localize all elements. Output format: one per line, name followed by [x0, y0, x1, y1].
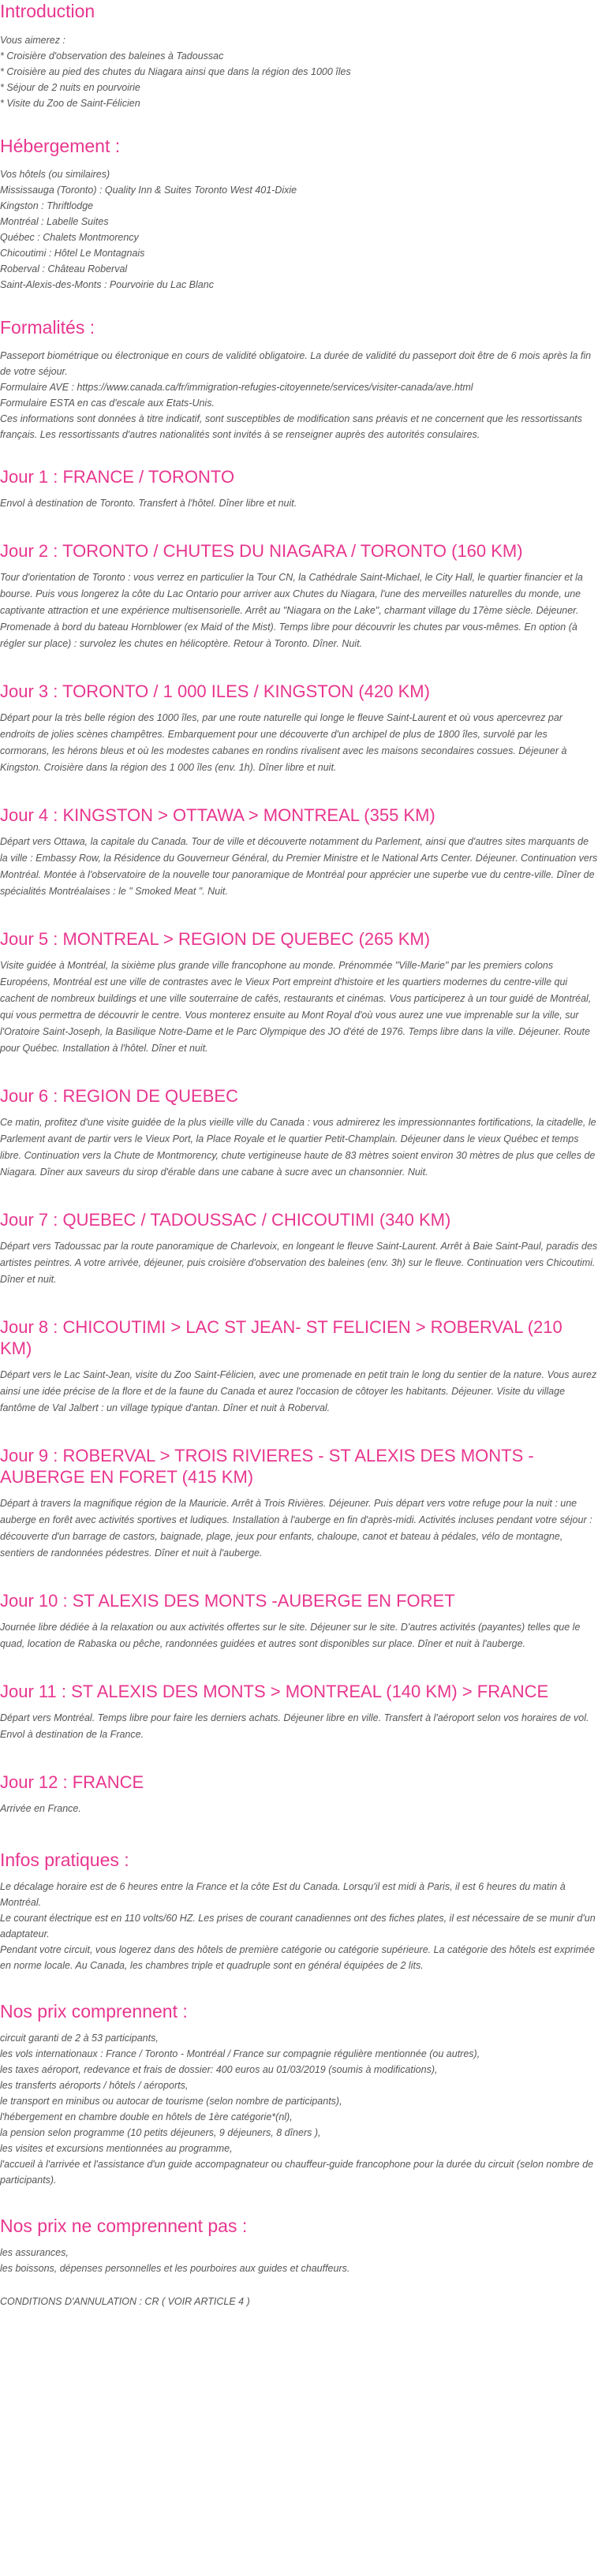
prix-non-compris-list: [0, 2245, 598, 2276]
formalites-text: [0, 348, 598, 442]
infos-line: Le courant électrique est en 110 volts/60 HZ. Les prises de courant canadiennes ont des fiches plates, il est nécessaire de se munir d'un adaptateur.: [0, 1913, 596, 1939]
intro-section: [0, 0, 598, 111]
day-description: Départ vers le Lac Saint-Jean, visite du Zoo Saint-Félicien, avec une promenade en petit train le long du sentier de la nature. Vous aurez ainsi une idée précise de la flore et de la faune du Canada et aurez l'occasion de côtoyer les habitants. Déjeuner. Visite du village fantôme de Val Jalbert : un village typique d'antan. Dîner et nuit à Roberval.: [0, 1369, 597, 1413]
section-title-hebergement: Hébergement :: [0, 136, 121, 156]
cancellation-conditions: CONDITIONS D'ANNULATION : CR ( VOIR ARTICLE 4 ): [0, 2296, 250, 2307]
formalites-line: Ces informations sont données à titre indicatif, sont susceptibles de modification sans préavis et ne concernent que les ressortissants français. Les ressortissants d'autres nationalités sont invités à se renseigner auprès des autorités consulaires.: [0, 413, 582, 440]
day-title: Jour 3 : TORONTO / 1 000 ILES / KINGSTON (420 KM): [0, 681, 430, 701]
day-description: Départ pour la très belle région des 1000 îles, par une route naturelle qui longe le fleuve Saint-Laurent et où vous apercevrez par endroits de jolies scènes champêtres. Embarquement pour une découverte d'un archipel de plus de 1800 îles, survolé par les cormorans, les hérons bleus et où les modestes cabanes en rondins rivalisent avec les maisons secondaires cossues. Déjeuner à Kingston. Croisière dans la région des 1 000 îles (env. 1h). Dîner libre et nuit.: [0, 712, 567, 773]
hebergement-section: [0, 135, 598, 293]
day-title: Jour 2 : TORONTO / CHUTES DU NIAGARA / TORONTO (160 KM): [0, 541, 523, 561]
day-section: [0, 928, 598, 1057]
infos-line: Le décalage horaire est de 6 heures entre la France et la côte Est du Canada. Lorsqu'il est midi à Paris, il est 6 heures du matin à Montréal.: [0, 1881, 566, 1908]
prix-compris-line: les transferts aéroports / hôtels / aéroports,: [0, 2080, 189, 2091]
day-section: [0, 1681, 598, 1743]
day-section: [0, 681, 598, 776]
hotel-line: Chicoutimi : Hôtel Le Montagnais: [0, 248, 145, 259]
day-title: Jour 7 : QUEBEC / TADOUSSAC / CHICOUTIMI (340 KM): [0, 1210, 451, 1230]
prix-compris-line: circuit garanti de 2 à 53 participants,: [0, 2033, 159, 2044]
intro-line: * Séjour de 2 nuits en pourvoirie: [0, 82, 140, 93]
prix-compris-line: la pension selon programme (10 petits déjeuners, 9 déjeuners, 8 dîners ),: [0, 2127, 321, 2138]
intro-line: * Croisière au pied des chutes du Niagara ainsi que dans la région des 1000 îles: [0, 66, 351, 77]
infos-text: [0, 1879, 598, 1973]
hotel-line: Montréal : Labelle Suites: [0, 216, 109, 227]
formalites-section: [0, 316, 598, 442]
day-title: Jour 10 : ST ALEXIS DES MONTS -AUBERGE EN FORET: [0, 1591, 455, 1611]
day-title: Jour 9 : ROBERVAL > TROIS RIVIERES - ST ALEXIS DES MONTS - AUBERGE EN FORET (415 KM): [0, 1446, 534, 1487]
day-section: [0, 466, 598, 512]
prix-compris-section: [0, 2000, 598, 2188]
day-section: [0, 1209, 598, 1288]
day-description: Départ vers Montréal. Temps libre pour faire les derniers achats. Déjeuner libre en ville. Transfert à l'aéroport selon vos horaires de vol. Envol à destination de la France.: [0, 1712, 589, 1740]
section-title-prix-compris: Nos prix comprennent :: [0, 2001, 188, 2022]
day-description: Arrivée en France.: [0, 1803, 81, 1814]
prix-compris-line: l'hébergement en chambre double en hôtels de 1ère catégorie*(nl),: [0, 2111, 293, 2122]
day-description: Départ vers Ottawa, la capitale du Canada. Tour de ville et découverte notamment du Parlement, ainsi que d'autres sites marquants de la ville : Embassy Row, la Résidence du Gouverneur Général, du Premier Ministre et le National Arts Center. Déjeuner. Continuation vers Montréal. Montée à l'observatoire de la nouvelle tour panoramique de Montréal pour apprécier une superbe vue du centre-ville. Dîner de spécialités Montréalaises : le " Smoked Meat ". Nuit.: [0, 836, 598, 897]
day-title: Jour 8 : CHICOUTIMI > LAC ST JEAN- ST FELICIEN > ROBERVAL (210 KM): [0, 1317, 562, 1358]
intro-line: Vous aimerez :: [0, 35, 65, 46]
formalites-line: Formulaire AVE : https://www.canada.ca/fr/immigration-refugies-citoyennete/services/visiter-canada/ave.html: [0, 382, 473, 393]
day-section: [0, 1590, 598, 1652]
section-title-infos: Infos pratiques :: [0, 1850, 129, 1870]
day-title: Jour 12 : FRANCE: [0, 1772, 144, 1792]
day-title: Jour 6 : REGION DE QUEBEC: [0, 1086, 238, 1106]
infos-line: Pendant votre circuit, vous logerez dans des hôtels de première catégorie ou catégorie supérieure. La catégorie des hôtels est exprimée en norme locale. Au Canada, les chambres triple et quadruple sont en général équipées de 2 lits.: [0, 1944, 595, 1971]
intro-list: [0, 32, 598, 111]
hotel-line: Kingston : Thriftlodge: [0, 200, 94, 211]
day-description: Ce matin, profitez d'une visite guidée de la plus vieille ville du Canada : vous admirerez les impressionnantes fortifications, la citadelle, le Parlement avant de partir vers le Vieux Port, la Place Royale et le quartier Petit-Champlain. Déjeuner dans le vieux Québec et temps libre. Continuation vers la Chute de Montmorency, chute vertigineuse haute de 83 mètres soient environ 30 mètres de plus que celles de Niagara. Dîner aux saveurs du sirop d'érable dans une cabane à sucre avec un chansonnier. Nuit.: [0, 1117, 596, 1178]
day-section: [0, 805, 598, 900]
day-section: [0, 1316, 598, 1417]
day-description: Tour d'orientation de Toronto : vous verrez en particulier la Tour CN, la Cathédrale Saint-Michael, le City Hall, le quartier financier et la bourse. Puis vous longerez la côte du Lac Ontario pour arriver aux Chutes du Niagara, l'une des merveilles naturelles du monde, une captivante attraction et une expérience multisensorielle. Arrêt au "Niagara on the Lake", charmant village du 17ème siècle. Déjeuner. Promenade à bord du bateau Hornblower (ex Maid of the Mist). Temps libre pour découvrir les chutes par vous-mêmes. En option (à régler sur place) : survolez les chutes en hélicoptère. Retour à Toronto. Dîner. Nuit.: [0, 572, 583, 649]
prix-compris-line: les visites et excursions mentionnées au programme,: [0, 2143, 233, 2154]
day-description: Visite guidée à Montréal, la sixième plus grande ville francophone au monde. Prénommée "Ville-Marie" par les premiers colons Européens, Montréal est une ville de contrastes avec le Vieux Port empreint d'histoire et les quartiers modernes du centre-ville qui cachent de nombreux buildings et une ville souterraine de cafés, restaurants et cinémas. Vous participerez à un tour guidé de Montréal, qui vous permettra de découvrir le centre. Vous monterez ensuite au Mont Royal d'où vous aurez une vue imprenable sur la ville, sur l'Oratoire Saint-Joseph, la Basilique Notre-Dame et le Parc Olympique des JO d'été de 1976. Temps libre dans la ville. Déjeuner. Route pour Québec. Installation à l'hôtel. Dîner et nuit.: [0, 960, 592, 1054]
section-title-formalites: Formalités :: [0, 317, 95, 338]
prix-non-compris-line: les boissons, dépenses personnelles et les pourboires aux guides et chauffeurs.: [0, 2263, 350, 2274]
day-section: [0, 540, 598, 652]
infos-section: [0, 1849, 598, 1973]
day-title: Jour 1 : FRANCE / TORONTO: [0, 467, 235, 487]
day-section: [0, 1085, 598, 1181]
intro-line: * Croisière d'observation des baleines à Tadoussac: [0, 50, 224, 62]
day-title: Jour 11 : ST ALEXIS DES MONTS > MONTREAL (140 KM) > FRANCE: [0, 1682, 549, 1701]
formalites-line: Passeport biométrique ou électronique en cours de validité obligatoire. La durée de validité du passeport doit être de 6 mois après la fin de votre séjour.: [0, 350, 592, 377]
day-description: Envol à destination de Toronto. Transfert à l'hôtel. Dîner libre et nuit.: [0, 498, 297, 509]
hotel-line: Mississauga (Toronto) : Quality Inn & Suites Toronto West 401-Dixie: [0, 185, 297, 196]
intro-line: * Visite du Zoo de Saint-Félicien: [0, 98, 140, 109]
day-description: Départ vers Tadoussac par la route panoramique de Charlevoix, en longeant le fleuve Saint-Laurent. Arrêt à Baie Saint-Paul, paradis des artistes peintres. A votre arrivée, déjeuner, puis croisière d'observation des baleines (env. 3h) sur le fleuve. Continuation vers Chicoutimi. Dîner et nuit.: [0, 1241, 598, 1285]
formalites-line: Formulaire ESTA en cas d'escale aux Etats-Unis.: [0, 398, 215, 409]
prix-compris-line: le transport en minibus ou autocar de tourisme (selon nombre de participants),: [0, 2096, 342, 2107]
prix-non-compris-section: [0, 2215, 598, 2276]
prix-compris-list: [0, 2030, 598, 2188]
day-section: [0, 1445, 598, 1562]
day-title: Jour 5 : MONTREAL > REGION DE QUEBEC (265 KM): [0, 929, 431, 949]
prix-compris-line: l'accueil à l'arrivée et l'assistance d'un guide accompagnateur ou chauffeur-guide francophone pour la durée du circuit (selon nombre de participants).: [0, 2159, 594, 2186]
prix-compris-line: les taxes aéroport, redevance et frais de dossier: 400 euros au 01/03/2019 (soumis à modifications),: [0, 2064, 438, 2075]
day-title: Jour 4 : KINGSTON > OTTAWA > MONTREAL (355 KM): [0, 805, 435, 825]
prix-non-compris-line: les assurances,: [0, 2247, 69, 2258]
day-description: Journée libre dédiée à la relaxation ou aux activités offertes sur le site. Déjeuner sur le site. D'autres activités (payantes) telles que le quad, location de Rabaska ou pêche, randonnées guidées et autres sont disponibles sur place. Dîner et nuit à l'auberge.: [0, 1622, 581, 1649]
hotel-list: [0, 166, 598, 293]
day-section: [0, 1771, 598, 1817]
section-title-introduction: Introduction: [0, 1, 95, 21]
section-title-prix-non-compris: Nos prix ne comprennent pas :: [0, 2216, 248, 2236]
hotel-line: Roberval : Château Roberval: [0, 263, 128, 274]
prix-compris-line: les vols internationaux : France / Toronto - Montréal / France sur compagnie régulière mentionnée (ou autres),: [0, 2048, 480, 2059]
hotel-line: Vos hôtels (ou similaires): [0, 169, 110, 180]
day-description: Départ à travers la magnifique région de la Mauricie. Arrêt à Trois Rivières. Déjeuner. Puis départ vers votre refuge pour la nuit : une auberge en forêt avec activités sportives et ludiques. Installation à l'auberge en fin d'après-midi. Activités incluses pendant votre séjour : découverte d'un barrage de castors, baignade, plage, jeux pour enfants, chaloupe, canot et bateau à pédales, vélo de montagne, sentiers de randonnées pédestres. Dîner et nuit à l'auberge.: [0, 1498, 592, 1559]
hotel-line: Québec : Chalets Montmorency: [0, 232, 139, 243]
hotel-line: Saint-Alexis-des-Monts : Pourvoirie du Lac Blanc: [0, 279, 214, 290]
